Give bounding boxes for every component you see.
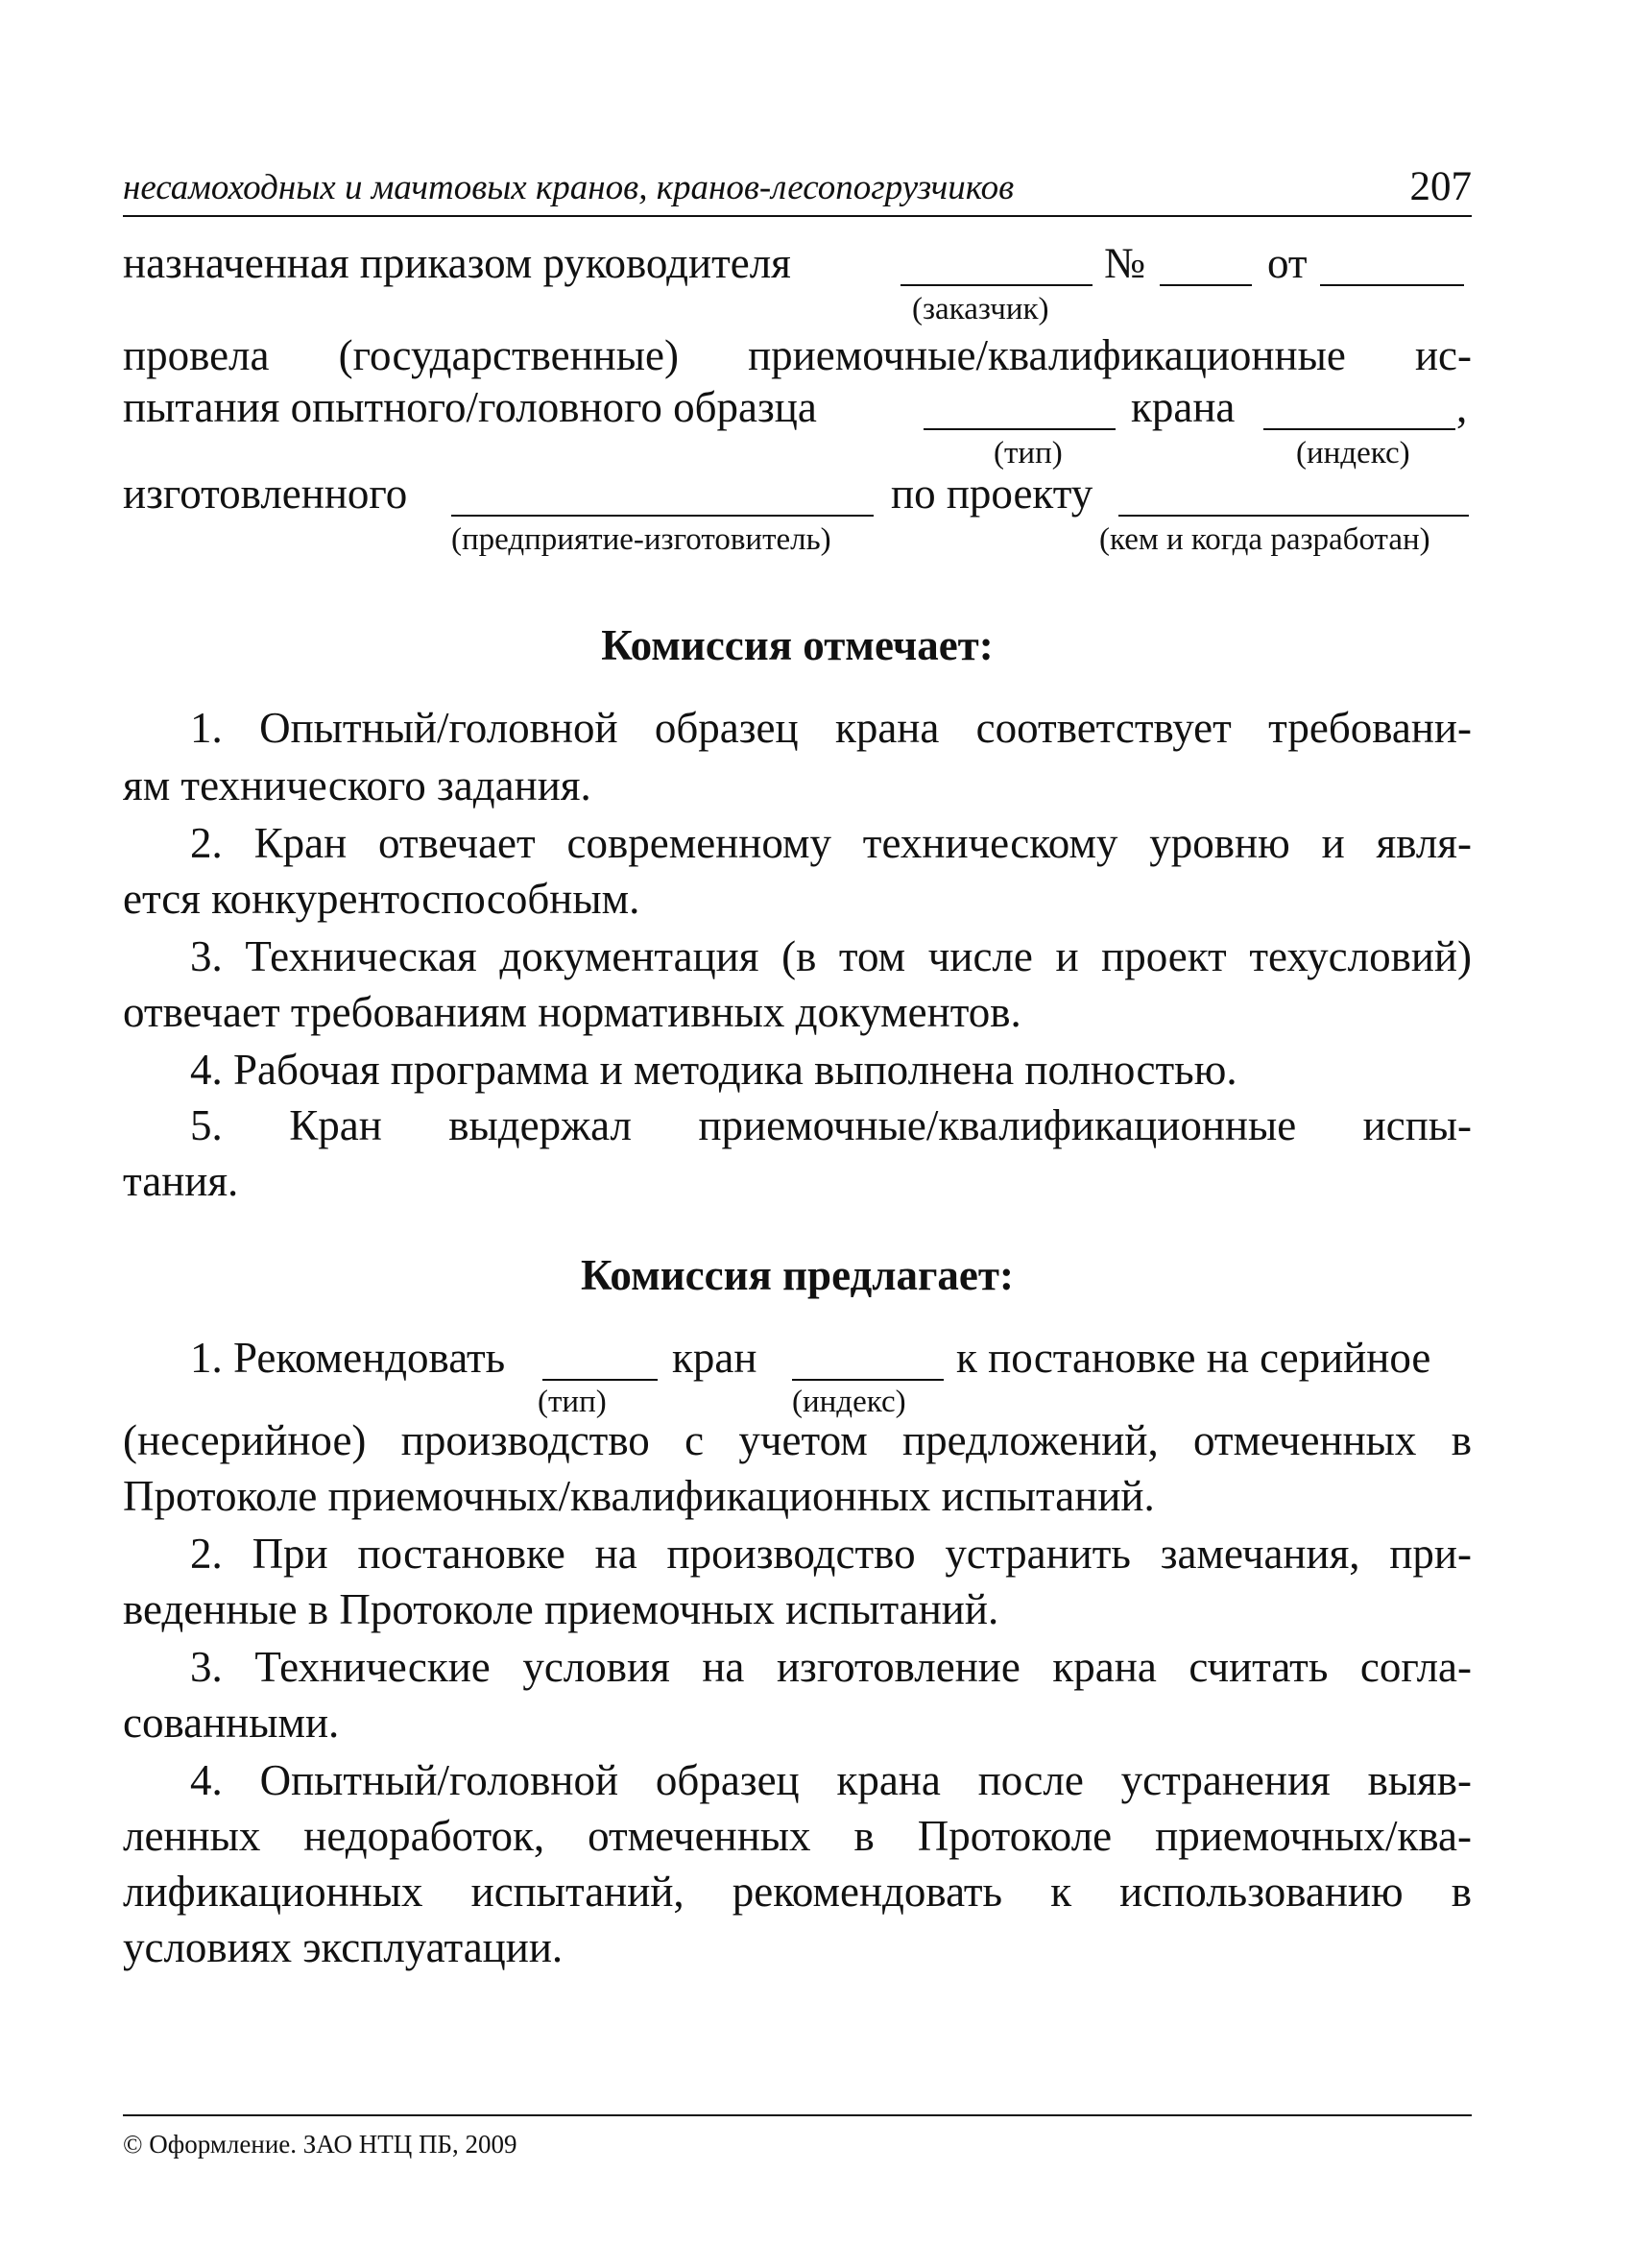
form-line3-text: пытания опытного/головного образца — [123, 383, 817, 431]
section2-line: лификационных испытаний, рекомендовать к использованию в — [123, 1868, 1472, 1916]
section1-line: ется конкурентоспособным. — [123, 875, 640, 923]
section2-line: 2. При постановке на производство устранить замечания, при- — [190, 1530, 1472, 1578]
form-line2-text: провела (государственные) приемочные/квалификационные ис- — [123, 331, 1472, 379]
section2-item1-end: к постановке на серийное — [956, 1334, 1431, 1382]
section2-line: условиях эксплуатации. — [123, 1923, 564, 1971]
section2-item1-crane: кран — [672, 1334, 757, 1382]
form-line3-comma: , — [1456, 383, 1468, 431]
form-line4-text: изготовленного — [123, 470, 408, 518]
order-number-blank — [1160, 284, 1252, 286]
section1-line: 2. Кран отвечает современному техническому уровню и явля- — [190, 819, 1472, 867]
section2-line: (несерийное) производство с учетом предложений, отмеченных в — [123, 1416, 1472, 1464]
section1-line: ям технического задания. — [123, 761, 591, 809]
form-line3-crane: крана — [1131, 383, 1236, 431]
section1-line: 3. Техническая документация (в том числе и проект техусловий) — [190, 932, 1472, 980]
section1-line: 1. Опытный/головной образец крана соответствует требовани- — [190, 704, 1472, 752]
section2-line: 4. Опытный/головной образец крана после устранения выяв- — [190, 1756, 1472, 1804]
recommend-index-blank — [792, 1379, 944, 1381]
type-blank — [924, 428, 1116, 430]
form-line1-date-label: от — [1267, 239, 1308, 287]
section2-line: ленных недоработок, отмеченных в Протоколе приемочных/ква- — [123, 1812, 1472, 1860]
form-line4-project: по проекту — [891, 470, 1093, 518]
customer-blank — [901, 284, 1093, 286]
recommend-type-blank — [542, 1379, 658, 1381]
section2-heading: Комиссия предлагает: — [581, 1251, 1014, 1299]
index-blank — [1263, 428, 1455, 430]
section1-line: тания. — [123, 1157, 239, 1205]
form-line1-number-sign: № — [1104, 239, 1145, 287]
caption-customer: (заказчик) — [912, 292, 1049, 326]
footer-rule — [123, 2114, 1472, 2116]
copyright-footer: © Оформление. ЗАО НТЦ ПБ, 2009 — [123, 2130, 517, 2159]
section2-caption-index: (индекс) — [792, 1385, 906, 1419]
section2-line: веденные в Протоколе приемочных испытаний. — [123, 1585, 999, 1633]
section2-line: Протоколе приемочных/квалификационных испытаний. — [123, 1472, 1155, 1520]
caption-index: (индекс) — [1296, 436, 1410, 470]
manufacturer-blank — [451, 515, 874, 517]
section1-line: отвечает требованиям нормативных документов. — [123, 988, 1021, 1036]
running-header — [123, 163, 1472, 211]
section2-line: сованными. — [123, 1699, 340, 1747]
order-date-blank — [1320, 284, 1464, 286]
developer-blank — [1118, 515, 1469, 517]
section2-caption-type: (тип) — [538, 1385, 607, 1419]
caption-developer: (кем и когда разработан) — [1099, 522, 1430, 557]
form-line1-text: назначенная приказом руководителя — [123, 239, 791, 287]
section2-item1-start: 1. Рекомендовать — [190, 1334, 506, 1382]
header-rule — [123, 215, 1472, 217]
page-number: 207 — [1409, 164, 1472, 209]
section2-line: 3. Технические условия на изготовление крана считать согла- — [190, 1643, 1472, 1691]
caption-manufacturer: (предприятие-изготовитель) — [451, 522, 831, 557]
running-title: несамоходных и мачтовых кранов, кранов-лесопогрузчиков — [123, 168, 1015, 207]
caption-type: (тип) — [994, 436, 1063, 470]
section1-heading: Комиссия отмечает: — [601, 621, 994, 669]
section1-line: 4. Рабочая программа и методика выполнена полностью. — [190, 1046, 1237, 1094]
section1-line: 5. Кран выдержал приемочные/квалификационные испы- — [190, 1101, 1472, 1149]
